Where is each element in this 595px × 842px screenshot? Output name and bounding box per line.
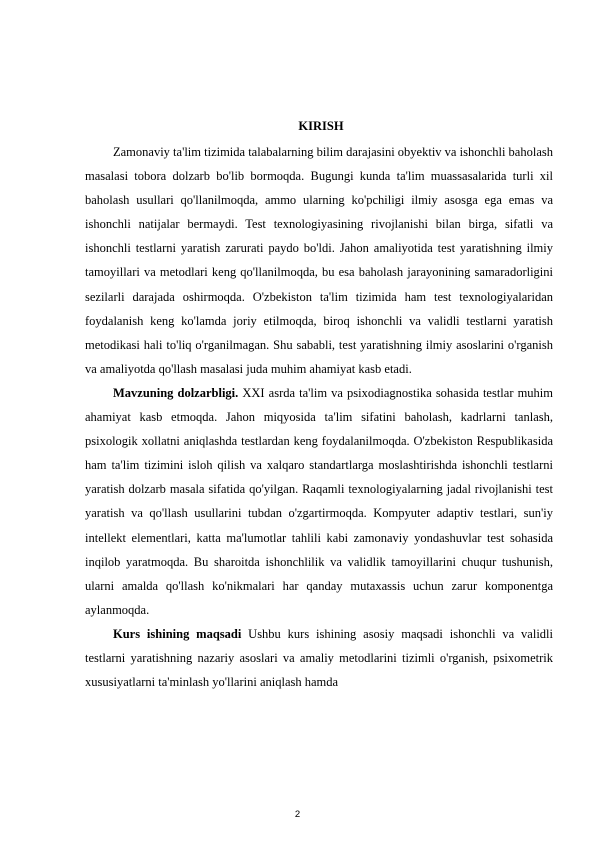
intro-paragraph [85,140,553,381]
relevance-heading: Mavzuning dolzarbligi. [113,385,239,400]
page-number: 2 [294,809,301,820]
relevance-paragraph [85,381,553,622]
intro-paragraph-text: Zamonaviy ta'lim tizimida talabalarning bilim darajasini obyektiv va ishonchli baholash masalasi tobora dolzarb bo'lib bormoqda. Bugungi kunda ta'lim muassasalarida turli xil baholash usullari qo'llanilmoqda, ammo ularning ko'pchiligi ilmiy asosga ega emas va ishonchli natijalar bermaydi. Test texnologiyasining rivojlanishi bilan birga, sifatli va ishonchli testlarni yaratish zarurati paydo bo'ldi. Jahon amaliyotida test yaratishning ilmiy tamoyillari va metodlari keng qo'llanilmoqda, bu esa baholash jarayonining samaradorligini sezilarli darajada oshirmoqda. O'zbekiston ta'lim tizimida ham test texnologiyalaridan foydalanish keng ko'lamda joriy etilmoqda, biroq ishonchli va validli testlarni yaratish metodikasi hali to'liq o'rganilmagan. Shu sababli, test yaratishning ilmiy asoslarini o'rganish va amaliyotda qo'llash masalasi juda muhim ahamiyat kasb etadi. [85,145,553,376]
relevance-paragraph-text: XXI asrda ta'lim va psixodiagnostika sohasida testlar muhim ahamiyat kasb etmoqda. Jahon miqyosida ta'lim sifatini baholash, kadrlarni tanlash, psixologik xollatni aniqlashda testlardan keng foydalanilmoqda. O'zbekiston Respublikasida ham ta'lim tizimini isloh qilish va xalqaro standartlarga moslashtirishda ishonchli testlarni yaratish dolzarb masala sifatida qo'yilgan. Raqamli texnologiyalarning jadal rivojlanishi test yaratish va qo'llash usullarini tubdan o'zgartirmoqda. Kompyuter adaptiv testlari, sun'iy intellekt elementlari, katta ma'lumotlar tahlili kabi zamonaviy yondashuvlar test sohasida inqilob yaratmoqda. Bu sharoitda ishonchlilik va validlik tamoyillarini chuqur tushunish, ularni amalda qo'llash ko'nikmalari har qanday mutaxassis uchun zarur komponentga aylanmoqda. [85,385,553,617]
goal-paragraph-text: Ushbu kurs ishining asosiy maqsadi ishonchli va validli testlarni yaratishning nazariy asoslari va amaliy metodlarini tizimli o'rganish, psixometrik xususiyatlarni ta'minlash yo'llarini aniqlash hamda [85,626,553,690]
document-page [85,116,553,694]
goal-paragraph [85,622,553,694]
section-title: KIRISH [298,119,344,133]
goal-heading: Kurs ishining maqsadi [113,626,242,641]
